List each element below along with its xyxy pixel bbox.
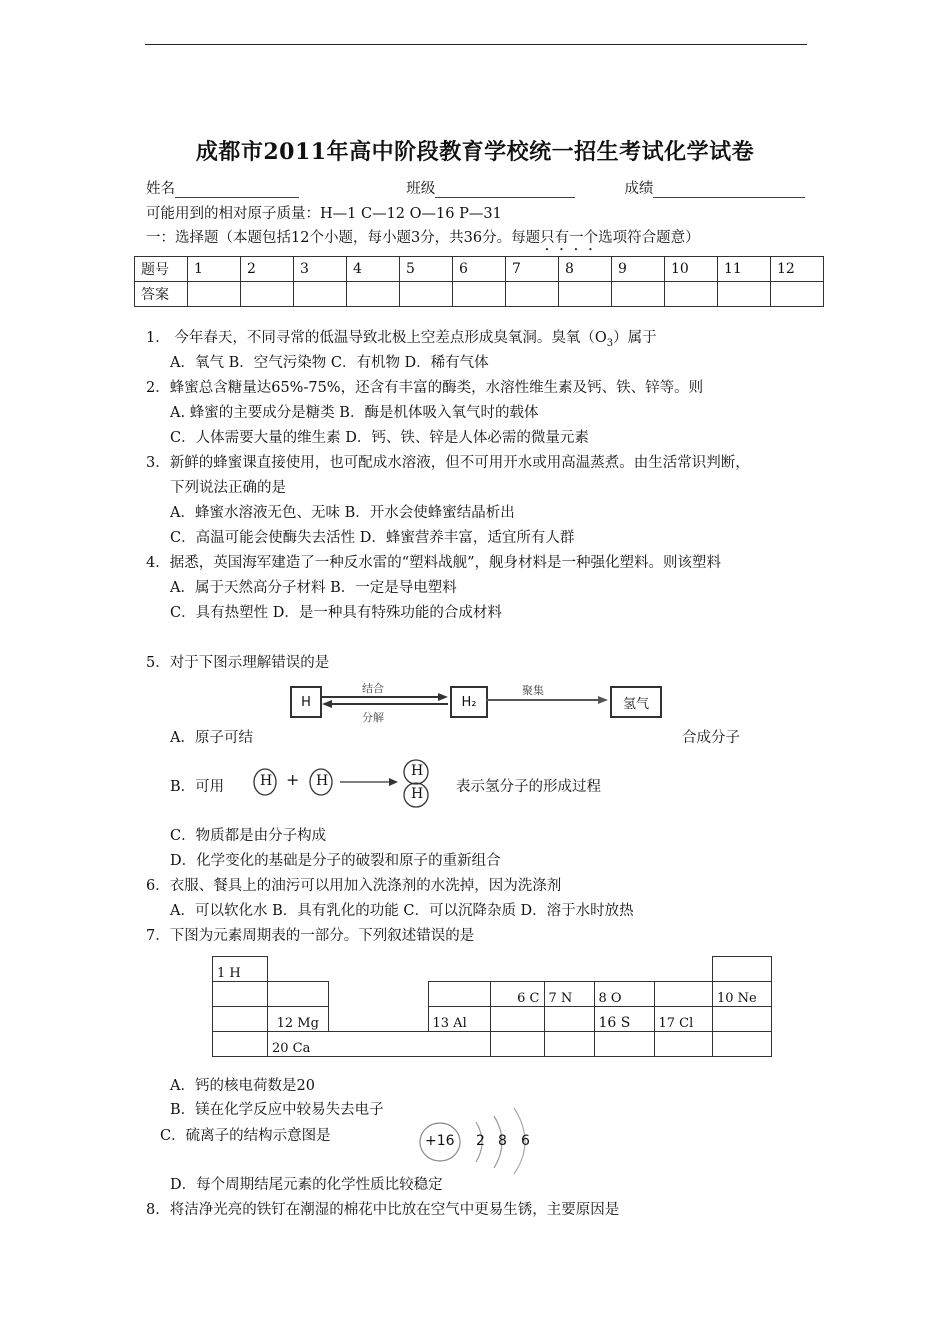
h-atom-label-2: H bbox=[316, 773, 329, 789]
answer-cell-8[interactable] bbox=[559, 282, 612, 307]
h2-molecule-box: H₂ bbox=[450, 686, 488, 718]
name-label: 姓名 bbox=[146, 181, 175, 197]
q6-stem: 6．衣服、餐具上的油污可以用加入洗涤剂的水洗掉，因为洗涤剂 bbox=[146, 878, 562, 894]
combine-label: 结合 bbox=[362, 682, 384, 695]
shell-3-electrons: 6 bbox=[521, 1133, 530, 1149]
decompose-arrow-head bbox=[322, 700, 332, 708]
answer-cell-6[interactable] bbox=[453, 282, 506, 307]
gather-label: 聚集 bbox=[522, 684, 544, 697]
shell-2-electrons: 8 bbox=[498, 1133, 507, 1149]
h-atom-label-1: H bbox=[260, 773, 273, 789]
q7-option-a: A．钙的核电荷数是20 bbox=[170, 1078, 315, 1094]
period-3-group-14-cell bbox=[490, 1007, 544, 1032]
q8-stem: 8．将洁净光亮的铁钉在潮湿的棉花中比放在空气中更易生锈，主要原因是 bbox=[146, 1202, 620, 1218]
q7-option-b: B．镁在化学反应中较易失去电子 bbox=[170, 1102, 384, 1118]
q5-option-d: D．化学变化的基础是分子的破裂和原子的重新组合 bbox=[170, 853, 501, 869]
section1-heading bbox=[146, 226, 700, 254]
period-3-group-1-cell bbox=[213, 1007, 268, 1032]
h2-atom-label-bottom: H bbox=[411, 786, 424, 802]
section1-text-a: 一：选择题（本题包括12个小题，每小题3分，共36分。每题 bbox=[146, 230, 541, 246]
qnum-3: 3 bbox=[294, 257, 347, 282]
answer-label: 答案 bbox=[135, 282, 188, 307]
period-3-group-18-cell bbox=[713, 1007, 772, 1032]
period-4-group-15-cell bbox=[544, 1032, 594, 1057]
element-al: 13 Al bbox=[428, 1007, 490, 1032]
score-label: 成绩 bbox=[624, 181, 654, 197]
qnum-6: 6 bbox=[453, 257, 506, 282]
qnum-2: 2 bbox=[241, 257, 294, 282]
period-4-group-14-cell bbox=[490, 1032, 544, 1057]
shell-1-electrons: 2 bbox=[476, 1133, 485, 1149]
qnum-12: 12 bbox=[771, 257, 824, 282]
decompose-label: 分解 bbox=[362, 711, 384, 724]
h2-atom-label-top: H bbox=[411, 763, 424, 779]
h2-formation-diagram bbox=[250, 756, 440, 816]
answer-cell-7[interactable] bbox=[506, 282, 559, 307]
element-c: 6 C bbox=[490, 982, 544, 1007]
q7-option-d: D．每个周期结尾元素的化学性质比较稳定 bbox=[170, 1177, 443, 1193]
q2-options-ab: A. 蜂蜜的主要成分是糖类 B．酶是机体吸入氧气时的载体 bbox=[170, 405, 539, 421]
q7-stem: 7．下图为元素周期表的一部分。下列叙述错误的是 bbox=[146, 928, 475, 944]
header-rule bbox=[145, 44, 807, 45]
element-o: 8 O bbox=[594, 982, 654, 1007]
answer-cell-4[interactable] bbox=[347, 282, 400, 307]
q4-options-cd: C．具有热塑性 D．是一种具有特殊功能的合成材料 bbox=[170, 605, 502, 621]
period-2-group-1-cell bbox=[213, 982, 268, 1007]
period-2-group-13-cell bbox=[428, 982, 490, 1007]
q5-option-c: C．物质都是由分子构成 bbox=[170, 828, 327, 844]
period-4-group-1-cell bbox=[213, 1032, 268, 1057]
qnum-5: 5 bbox=[400, 257, 453, 282]
qnum-10: 10 bbox=[665, 257, 718, 282]
answer-table-answer-row bbox=[135, 282, 824, 307]
noble-gas-cell-top bbox=[713, 957, 772, 982]
element-s: 16 S bbox=[594, 1007, 654, 1032]
periodic-table-excerpt bbox=[212, 956, 772, 1057]
qnum-1: 1 bbox=[188, 257, 241, 282]
name-blank[interactable] bbox=[175, 183, 299, 198]
period-2-group-17-cell bbox=[654, 982, 713, 1007]
q5-option-b-right: 表示氢分子的形成过程 bbox=[456, 779, 601, 795]
qnum-9: 9 bbox=[612, 257, 665, 282]
qnum-11: 11 bbox=[718, 257, 771, 282]
element-ca: 20 Ca bbox=[268, 1032, 491, 1057]
q5-option-a-right: 合成分子 bbox=[682, 730, 740, 746]
period-4-group-18-cell bbox=[713, 1032, 772, 1057]
period-4 bbox=[213, 1032, 772, 1057]
q5-option-a-left: A．原子可结 bbox=[170, 730, 253, 746]
q1-options: A．氧气 B．空气污染物 C．有机物 D．稀有气体 bbox=[170, 355, 489, 371]
period-3 bbox=[213, 1007, 772, 1032]
element-ne: 10 Ne bbox=[713, 982, 772, 1007]
q3-stem-2: 下列说法正确的是 bbox=[170, 480, 286, 496]
q6-options: A．可以软化水 B．具有乳化的功能 C．可以沉降杂质 D．溶于水时放热 bbox=[170, 903, 634, 919]
element-h: 1 H bbox=[213, 957, 268, 982]
q2-options-cd: C．人体需要大量的维生素 D．钙、铁、锌是人体必需的微量元素 bbox=[170, 430, 589, 446]
q4-stem: 4．据悉，英国海军建造了一种反水雷的“塑料战舰”，舰身材料是一种强化塑料。则该塑料 bbox=[146, 555, 722, 571]
class-label: 班级 bbox=[406, 181, 436, 197]
answer-cell-2[interactable] bbox=[241, 282, 294, 307]
flow-arrows bbox=[320, 684, 610, 720]
q1-stem: 1． 今年春天，不同寻常的低温导致北极上空差点形成臭氧洞。臭氧$(O_3)$属于 bbox=[146, 330, 657, 349]
period-2-group-2-cell bbox=[268, 982, 329, 1007]
q7-option-c: C．硫离子的结构示意图是 bbox=[160, 1128, 331, 1144]
answer-cell-1[interactable] bbox=[188, 282, 241, 307]
atomic-mass-line: 可能用到的相对原子质量：H—1 C—12 O—16 P—31 bbox=[146, 206, 502, 222]
q3-options-cd: C．高温可能会使酶失去活性 D．蜂蜜营养丰富，适宜所有人群 bbox=[170, 530, 575, 546]
period-4-group-17-cell bbox=[654, 1032, 713, 1057]
answer-cell-9[interactable] bbox=[612, 282, 665, 307]
question-number-label: 题号 bbox=[135, 257, 188, 282]
answer-cell-3[interactable] bbox=[294, 282, 347, 307]
period-2 bbox=[213, 982, 772, 1007]
element-mg: 12 Mg bbox=[268, 1007, 329, 1032]
h-atom-box: H bbox=[290, 686, 322, 718]
gather-arrow-head bbox=[598, 696, 608, 704]
period-3-group-15-cell bbox=[544, 1007, 594, 1032]
answer-table bbox=[134, 256, 824, 307]
formation-arrow-head bbox=[389, 778, 398, 786]
student-info-row bbox=[146, 177, 805, 198]
element-cl: 17 Cl bbox=[654, 1007, 713, 1032]
period-1 bbox=[213, 957, 772, 982]
nucleus-charge: +16 bbox=[425, 1133, 455, 1149]
q3-options-ab: A．蜂蜜水溶液无色、无味 B．开水会使蜂蜜结晶析出 bbox=[170, 505, 515, 521]
answer-cell-5[interactable] bbox=[400, 282, 453, 307]
qnum-8: 8 bbox=[559, 257, 612, 282]
q5-flow-diagram bbox=[290, 682, 662, 724]
period-4-group-16-cell bbox=[594, 1032, 654, 1057]
element-n: 7 N bbox=[544, 982, 594, 1007]
qnum-4: 4 bbox=[347, 257, 400, 282]
combine-arrow-head bbox=[438, 693, 448, 701]
exam-title: 成都市2011年高中阶段教育学校统一招生考试化学试卷 bbox=[195, 139, 755, 165]
section1-text-b: 选项符合题意） bbox=[598, 230, 700, 246]
answer-cell-10[interactable] bbox=[665, 282, 718, 307]
plus-sign: + bbox=[286, 770, 300, 789]
score-blank[interactable] bbox=[653, 183, 805, 198]
q3-stem-1: 3．新鲜的蜂蜜课直接使用，也可配成水溶液，但不可用开水或用高温蒸煮。由生活常识判断， bbox=[146, 455, 750, 471]
section1-emphasis: 只有一个 bbox=[540, 230, 599, 246]
answer-table-header-row bbox=[135, 257, 824, 282]
q5-option-b-left: B．可用 bbox=[170, 779, 225, 795]
q4-options-ab: A．属于天然高分子材料 B．一定是导电塑料 bbox=[170, 580, 457, 596]
hydrogen-gas-box: 氢气 bbox=[610, 686, 662, 718]
q2-stem: 2．蜂蜜总含糖量达65%-75%，还含有丰富的酶类，水溶性维生素及钙、铁、锌等。则 bbox=[146, 380, 704, 396]
class-blank[interactable] bbox=[435, 183, 575, 198]
answer-cell-12[interactable] bbox=[771, 282, 824, 307]
sulfur-ion-structure-diagram bbox=[416, 1104, 546, 1176]
qnum-7: 7 bbox=[506, 257, 559, 282]
answer-cell-11[interactable] bbox=[718, 282, 771, 307]
q5-stem: 5．对于下图示理解错误的是 bbox=[146, 655, 330, 671]
